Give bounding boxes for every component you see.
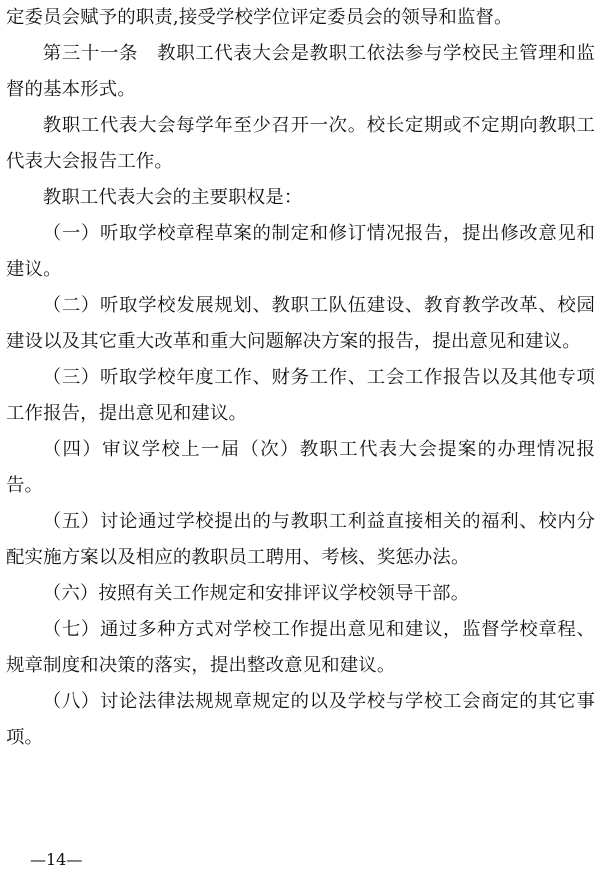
paragraph-continuation: 定委员会赋予的职责,接受学校学位评定委员会的领导和监督。 [6, 7, 513, 28]
paragraph-item-4: （四）审议学校上一届（次）教职工代表大会提案的办理情况报告。 [6, 439, 595, 496]
paragraph-item-8: （八）讨论法律法规规章规定的以及学校与学校工会商定的其它事项。 [6, 691, 595, 748]
paragraph-item-6: （六）按照有关工作规定和安排评议学校领导干部。 [42, 583, 470, 604]
document-body [6, 0, 595, 756]
paragraph-powers-intro: 教职工代表大会的主要职权是： [42, 187, 303, 208]
paragraph-item-7: （七）通过多种方式对学校工作提出意见和建议，监督学校章程、规章制度和决策的落实，提出整改意见和建议。 [6, 619, 595, 676]
paragraph-item-2: （二）听取学校发展规划、教职工队伍建设、教育教学改革、校园建设以及其它重大改革和重大问题解决方案的报告，提出意见和建议。 [6, 295, 595, 352]
paragraph-item-3: （三）听取学校年度工作、财务工作、工会工作报告以及其他专项工作报告，提出意见和建议。 [6, 367, 595, 424]
paragraph-item-1: （一）听取学校章程草案的制定和修订情况报告，提出修改意见和建议。 [6, 223, 595, 280]
paragraph-article-31: 第三十一条 教职工代表大会是教职工依法参与学校民主管理和监督的基本形式。 [6, 43, 595, 100]
paragraph-meeting-frequency: 教职工代表大会每学年至少召开一次。校长定期或不定期向教职工代表大会报告工作。 [6, 115, 595, 172]
page-number: —14— [30, 850, 83, 869]
paragraph-item-5: （五）讨论通过学校提出的与教职工利益直接相关的福利、校内分配实施方案以及相应的教职员工聘用、考核、奖惩办法。 [6, 511, 595, 568]
